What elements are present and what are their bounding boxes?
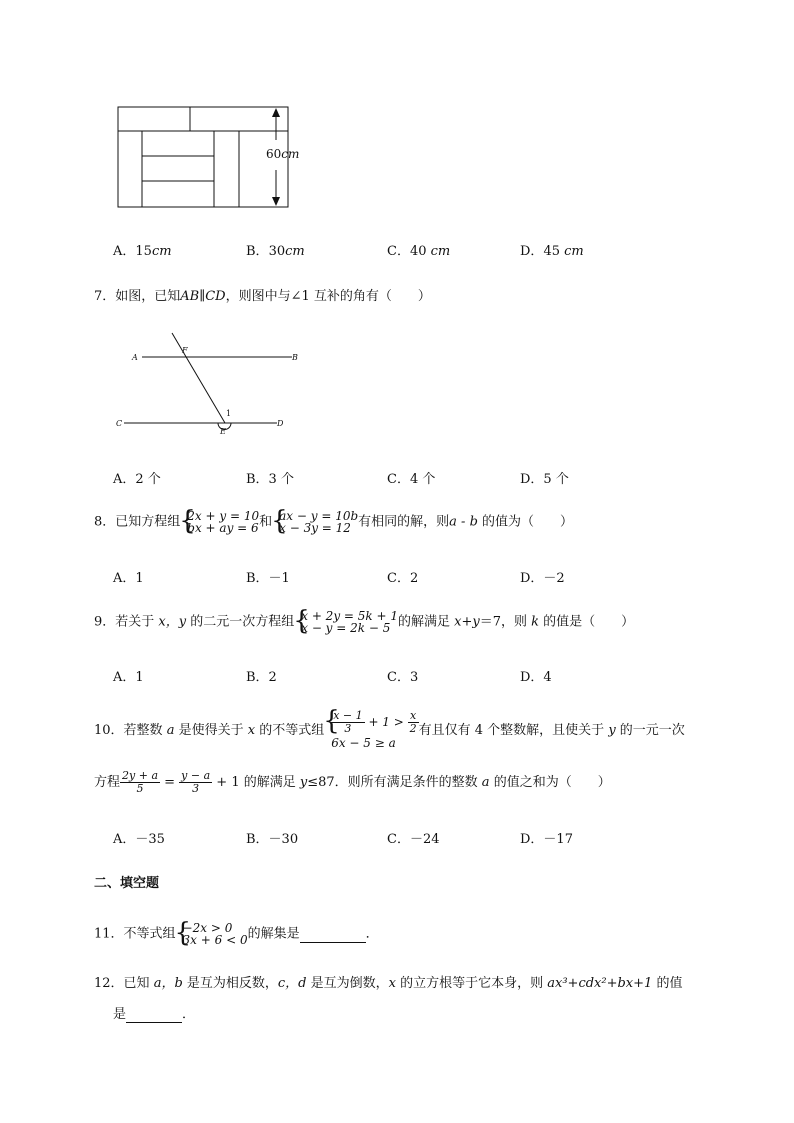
q6-dimension-label: 60cm (266, 147, 300, 161)
q9-option-d[interactable]: D．4 (520, 670, 552, 685)
q9-option-a[interactable]: A．1 (113, 670, 144, 685)
q11-stem: 11．不等式组 { −2x > 0 3x + 6 < 0 的解集是 ． (94, 922, 379, 946)
q7-option-b[interactable]: B．3 个 (246, 472, 294, 487)
q12-stem-line2: 是 ． (113, 1007, 196, 1022)
q7-stem: 7．如图，已知AB∥CD，则图中与∠1 互补的角有（ ） (94, 289, 431, 304)
q10-option-a[interactable]: A．－35 (113, 832, 165, 847)
q10-option-c[interactable]: C．－24 (387, 832, 440, 847)
q8-option-b[interactable]: B．－1 (246, 571, 290, 586)
q9-option-c[interactable]: C．3 (387, 670, 419, 685)
q7-label-a: A (132, 353, 138, 362)
q7-option-c[interactable]: C．4 个 (387, 472, 436, 487)
q7-label-f: F (182, 346, 188, 355)
q10-option-d[interactable]: D．－17 (520, 832, 573, 847)
section-heading-fill-in: 二、填空题 (94, 876, 160, 891)
q10-inequality-system: { $\frac{x - 1}{3}$ + 1 > $\frac{x}{2}$ 6x − 5 ≥ a (324, 710, 418, 751)
q8-system-2: { ax − y = 10b x − 3y = 12 (272, 510, 358, 534)
q9-option-b[interactable]: B．2 (246, 670, 277, 685)
q10-stem-line2: 方程 $\frac{2y + a}{5}$ = $\frac{y - a}{3}$ + 1 的解满足 y≤87．则所有满足条件的整数 a 的值之和为（ ） (94, 769, 611, 795)
q8-option-d[interactable]: D．－2 (520, 571, 565, 586)
q6-option-a[interactable]: A．15cm (113, 244, 172, 259)
q11-inequality-system: { −2x > 0 3x + 6 < 0 (176, 922, 248, 946)
q6-option-d[interactable]: D．45 cm (520, 244, 584, 259)
q9-system: { x + 2y = 5k + 1 x − y = 2k − 5 (294, 610, 398, 634)
q7-label-angle-1: 1 (226, 409, 232, 418)
q12-stem-line1: 12．已知 a，b 是互为相反数，c，d 是互为倒数，x 的立方根等于它本身，则 ax³+cdx²+bx+1 的值 (94, 976, 683, 991)
q8-option-a[interactable]: A．1 (113, 571, 144, 586)
q12-answer-blank[interactable] (126, 1007, 182, 1023)
q8-system-1: { 2x + y = 10 bx + ay = 6 (180, 510, 259, 534)
q6-option-b[interactable]: B．30cm (246, 244, 305, 259)
q7-parallel-lines-figure (112, 330, 312, 440)
q8-stem: 8．已知方程组 { 2x + y = 10 bx + ay = 6 和 { ax − y = 10b x − 3y = 12 有相同的解，则a - b 的值为（ ） (94, 510, 573, 534)
q10-option-b[interactable]: B．－30 (246, 832, 299, 847)
q6-option-c[interactable]: C．40 cm (387, 244, 451, 259)
q7-option-a[interactable]: A．2 个 (113, 472, 161, 487)
q7-label-c: C (116, 419, 123, 428)
q7-label-e: E (220, 427, 226, 436)
q9-stem: 9．若关于 x，y 的二元一次方程组 { x + 2y = 5k + 1 x − y = 2k − 5 的解满足 x+y＝7，则 k 的值是（ ） (94, 610, 634, 634)
q7-label-b: B (292, 353, 298, 362)
q8-option-c[interactable]: C．2 (387, 571, 419, 586)
q7-option-d[interactable]: D．5 个 (520, 472, 569, 487)
q10-stem-line1: 10．若整数 a 是使得关于 x 的不等式组 { $\frac{x - 1}{3}$ + 1 > $\frac{x}{2}$ 6x − 5 ≥ a 有且仅有 4 个整数解，且使关于 y 的一元一次 (94, 710, 685, 751)
q7-label-d: D (277, 419, 284, 428)
q11-answer-blank[interactable] (300, 927, 366, 943)
